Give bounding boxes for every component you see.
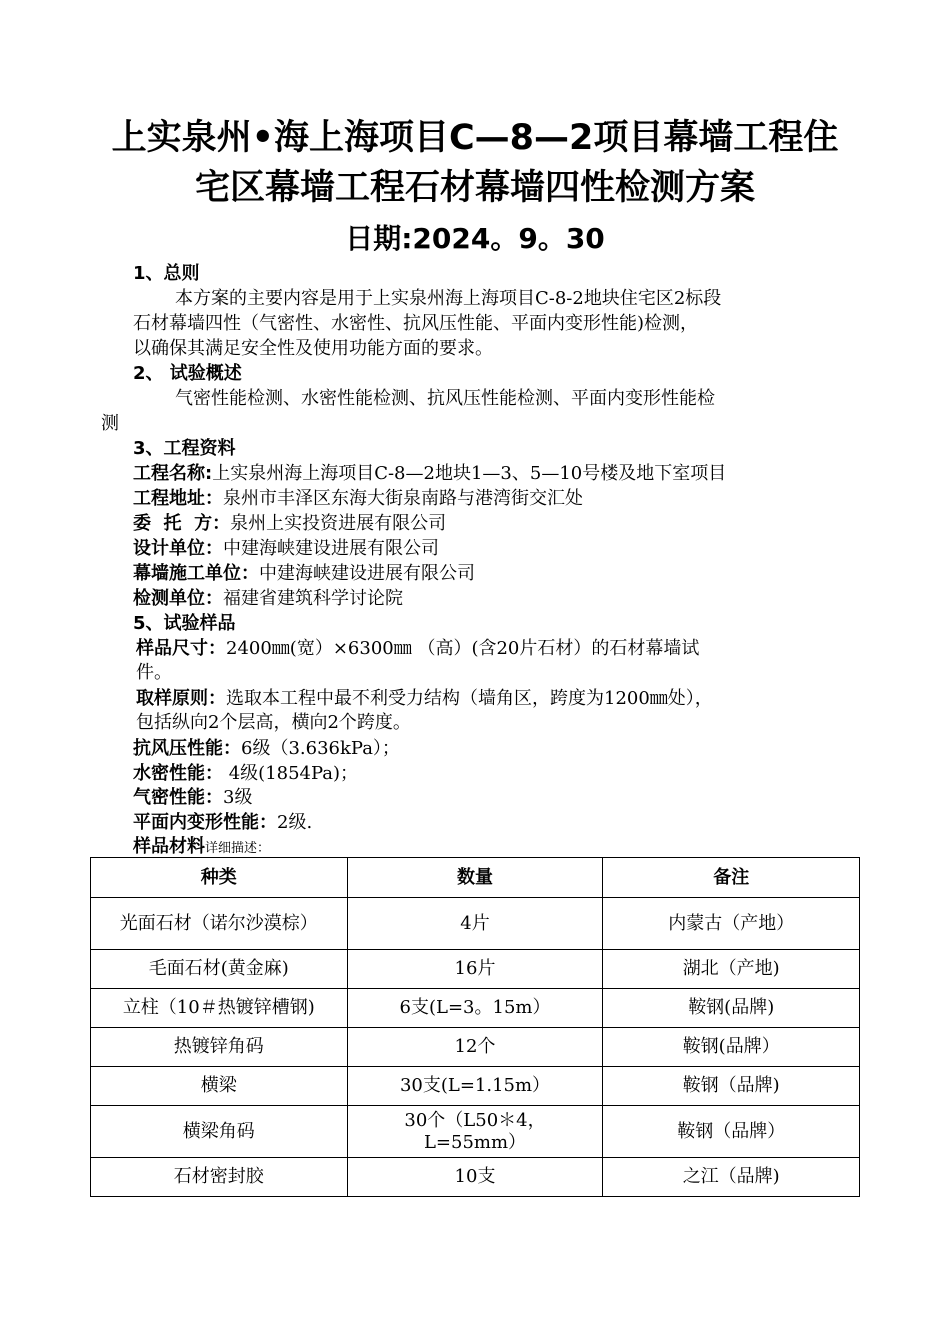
table-cell-remarks: 湖北（产地) <box>603 950 860 989</box>
table-cell-type: 横梁角码 <box>91 1106 348 1158</box>
sampling-principle-line-2: 包括纵向2个层高，横向2个跨度。 <box>136 712 411 733</box>
section-3-heading: 3、工程资料 <box>133 438 236 459</box>
sample-material-note: 详细描述： <box>205 841 271 856</box>
water-tightness-value: 4级(1854Pa)； <box>223 763 359 784</box>
water-tightness-label: 水密性能： <box>133 763 223 784</box>
curtain-wall-contractor-row <box>133 562 475 586</box>
client-label: 委 托 方： <box>133 513 231 534</box>
sample-size-line-2: 件。 <box>136 662 172 683</box>
table-cell-remarks: 之江（品牌) <box>603 1158 860 1197</box>
design-unit-label: 设计单位： <box>133 538 223 559</box>
table-cell-remarks: 鞍钢（品牌） <box>603 1106 860 1158</box>
section-1-line-3: 以确保其满足安全性及使用功能方面的要求。 <box>133 338 493 359</box>
air-tightness-value: 3级 <box>223 787 253 808</box>
sampling-principle-label: 取样原则： <box>136 688 226 709</box>
table-row <box>91 1106 860 1158</box>
design-unit-row <box>133 537 439 561</box>
in-plane-deformation-value: 2级. <box>277 812 313 833</box>
table-cell-type: 横梁 <box>91 1067 348 1106</box>
project-name-value: 上实泉州海上海项目C-8—2地块1—3、5—10号楼及地下室项目 <box>212 463 727 484</box>
table-cell-type: 光面石材（诺尔沙漠棕） <box>91 898 348 950</box>
document-title-line-1: 上实泉州•海上海项目C—8—2项目幕墙工程住 <box>111 118 839 158</box>
table-row <box>91 1028 860 1067</box>
document-title-line-2: 宅区幕墙工程石材幕墙四性检测方案 <box>194 168 755 208</box>
sampling-principle-value: 选取本工程中最不利受力结构（墙角区，跨度为1200㎜处）， <box>226 688 713 709</box>
testing-unit-row <box>133 587 403 611</box>
table-header-type: 种类 <box>91 858 348 898</box>
table-cell-quantity: 16片 <box>347 950 603 989</box>
table-cell-type: 毛面石材(黄金麻) <box>91 950 348 989</box>
design-unit-value: 中建海峡建设进展有限公司 <box>223 538 439 559</box>
testing-unit-label: 检测单位： <box>133 588 223 609</box>
section-1-line-1: 本方案的主要内容是用于上实泉州海上海项目C-8-2地块住宅区2标段 <box>175 288 722 309</box>
document-date: 日期:2024。9。30 <box>345 222 605 255</box>
table-row <box>91 898 860 950</box>
sampling-principle-row <box>136 687 713 711</box>
table-cell-remarks: 鞍钢（品牌) <box>603 1067 860 1106</box>
table-cell-quantity: 30个（L50＊4，L=55mm） <box>347 1106 603 1158</box>
table-cell-remarks: 鞍钢(品牌） <box>603 1028 860 1067</box>
table-cell-remarks: 鞍钢(品牌) <box>603 989 860 1028</box>
air-tightness-label: 气密性能： <box>133 787 223 808</box>
wind-pressure-value: 6级（3.636kPa）； <box>241 738 400 759</box>
table-cell-quantity: 12个 <box>347 1028 603 1067</box>
sample-size-label: 样品尺寸： <box>136 638 226 659</box>
curtain-wall-contractor-label: 幕墙施工单位： <box>133 563 259 584</box>
table-cell-type: 热镀锌角码 <box>91 1028 348 1067</box>
section-2-line-2: 测 <box>101 413 119 434</box>
table-cell-quantity: 6支(L=3。15m） <box>347 989 603 1028</box>
wind-pressure-row <box>133 737 400 761</box>
table-row <box>91 1067 860 1106</box>
table-header-row <box>91 858 860 898</box>
table-cell-quantity: 4片 <box>347 898 603 950</box>
project-address-label: 工程地址： <box>133 488 223 509</box>
sample-size-row <box>136 637 699 661</box>
in-plane-deformation-row <box>133 811 312 835</box>
table-cell-type: 立柱（10＃热镀锌槽钢) <box>91 989 348 1028</box>
table-row <box>91 989 860 1028</box>
client-value: 泉州上实投资进展有限公司 <box>230 513 447 534</box>
table-cell-quantity: 30支(L=1.15m） <box>347 1067 603 1106</box>
project-name-row <box>133 462 726 486</box>
table-row <box>91 950 860 989</box>
section-1-heading: 1、总则 <box>133 263 200 284</box>
sample-size-value: 2400㎜(宽）×6300㎜ （高）(含20片石材）的石材幕墙试 <box>226 638 700 659</box>
section-1-line-2: 石材幕墙四性（气密性、水密性、抗风压性能、平面内变形性能)检测， <box>133 313 699 334</box>
materials-table <box>90 857 860 1197</box>
table-cell-remarks: 内蒙古（产地） <box>603 898 860 950</box>
section-2-heading: 2、 试验概述 <box>133 363 242 384</box>
sample-material-label: 样品材料 <box>133 836 205 857</box>
table-header-remarks: 备注 <box>603 858 860 898</box>
project-address-row <box>133 487 583 511</box>
project-address-value: 泉州市丰泽区东海大街泉南路与港湾街交汇处 <box>223 488 583 509</box>
table-cell-type: 石材密封胶 <box>91 1158 348 1197</box>
table-row <box>91 1158 860 1197</box>
table-header-quantity: 数量 <box>347 858 603 898</box>
client-row <box>133 512 446 536</box>
section-5-heading: 5、试验样品 <box>133 613 236 634</box>
section-2-line-1: 气密性能检测、水密性能检测、抗风压性能检测、平面内变形性能检 <box>175 388 715 409</box>
table-cell-quantity: 10支 <box>347 1158 603 1197</box>
in-plane-deformation-label: 平面内变形性能： <box>133 812 277 833</box>
project-name-label: 工程名称: <box>133 463 213 484</box>
water-tightness-row <box>133 762 358 786</box>
testing-unit-value: 福建省建筑科学讨论院 <box>223 588 403 609</box>
air-tightness-row <box>133 786 252 810</box>
wind-pressure-label: 抗风压性能： <box>133 738 241 759</box>
curtain-wall-contractor-value: 中建海峡建设进展有限公司 <box>259 563 475 584</box>
